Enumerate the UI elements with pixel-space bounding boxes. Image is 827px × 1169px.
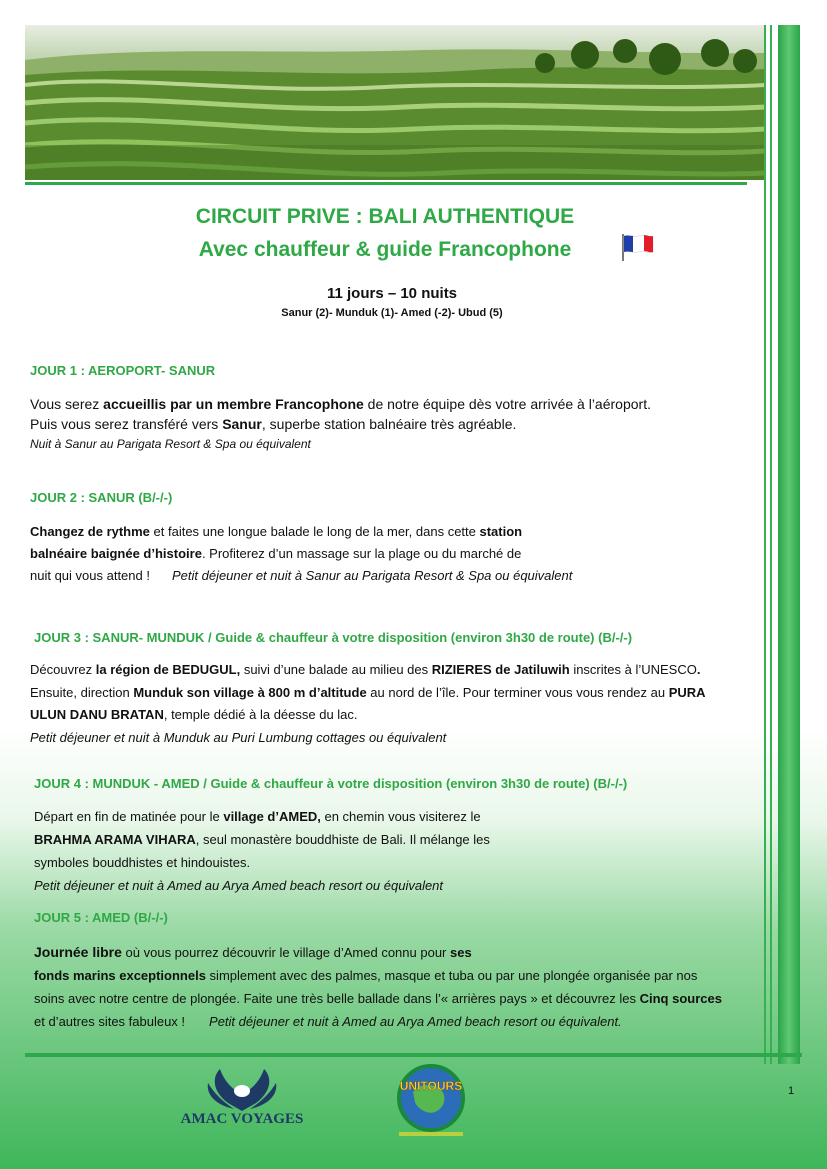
day-5-text: Journée libre où vous pourrez découvrir le village d’Amed connu pour ses fonds marins exceptionnels simplement avec des palmes, masque et tuba ou par une plongée organisée par nos soins avec notre centre de plongée. Faite une très belle ballade dans l’« arrières pays » et découvrez les Cinq sources et d’autres sites fabuleux ! Petit déjeuner et nuit à Amed au Arya Amed beach resort ou équivalent. [34, 944, 722, 1029]
day-1-text: Vous serez accueillis par un membre Francophone de notre équipe dès votre arrivée à l’aéroport. Puis vous serez transféré vers Sanur, superbe station balnéaire très agréable. Nuit à Sanur au Parigata Resort & Spa ou équivalent [30, 396, 651, 451]
trip-duration: 11 jours – 10 nuits [326, 285, 458, 302]
amac-voyages-logo-text: AMAC VOYAGES [180, 1111, 304, 1127]
day-3-title: JOUR 3 : SANUR- MUNDUK / Guide & chauffeur à votre disposition (environ 3h30 de route) (B/-/-) [34, 630, 633, 645]
day-2-title: JOUR 2 : SANUR (B/-/-) [30, 490, 173, 505]
rice-terraces-banner [25, 25, 765, 180]
day-4-title: JOUR 4 : MUNDUK - AMED / Guide & chauffeur à votre disposition (environ 3h30 de route) (B/-/-) [34, 776, 628, 791]
day-1-title: JOUR 1 : AEROPORT- SANUR [30, 363, 216, 378]
footer-divider [25, 1053, 802, 1057]
day-3-text: Découvrez la région de BEDUGUL, suivi d’une balade au milieu des RIZIERES de Jatiluwih inscrites à l’UNESCO. Ensuite, direction Munduk son village à 800 m d’altitude au nord de l’île. Pour terminer vous vous rendez au PURA ULUN DANU BRATAN, temple dédié à la déesse du lac. Petit déjeuner et nuit à Munduk au Puri Lumbung cottages ou équivalent [30, 662, 706, 745]
day-2-text: Changez de rythme et faites une longue balade le long de la mer, dans cette station balnéaire baignée d’histoire. Profiterez d’un massage sur la plage ou du marché de nuit qui vous attend ! Petit déjeuner et nuit à Sanur au Parigata Resort & Spa ou équivalent [30, 524, 573, 583]
french-flag-icon [620, 232, 654, 262]
trip-stops: Sanur (2)- Munduk (1)- Amed (-2)- Ubud (5) [281, 307, 503, 319]
rice-terraces-image [25, 25, 765, 180]
circuit-subtitle: Avec chauffeur & guide Francophone [198, 238, 572, 261]
banner-divider [25, 182, 747, 185]
page-number: 1 [788, 1085, 795, 1097]
unitours-logo-text: UNITOURS [399, 1079, 463, 1093]
right-decor-bar-3 [778, 25, 800, 1064]
day-4-text: Départ en fin de matinée pour le village d’AMED, en chemin vous visiterez le BRAHMA ARAMA VIHARA, seul monastère bouddhiste de Bali. Il mélange les symboles bouddhistes et hindouistes. Petit déjeuner et nuit à Amed au Arya Amed beach resort ou équivalent [34, 809, 490, 893]
right-decor-bar-2 [770, 25, 772, 1064]
day-5-title: JOUR 5 : AMED (B/-/-) [34, 910, 168, 925]
circuit-title: CIRCUIT PRIVE : BALI AUTHENTIQUE [195, 205, 575, 228]
unitours-logo-icon [391, 1060, 471, 1140]
